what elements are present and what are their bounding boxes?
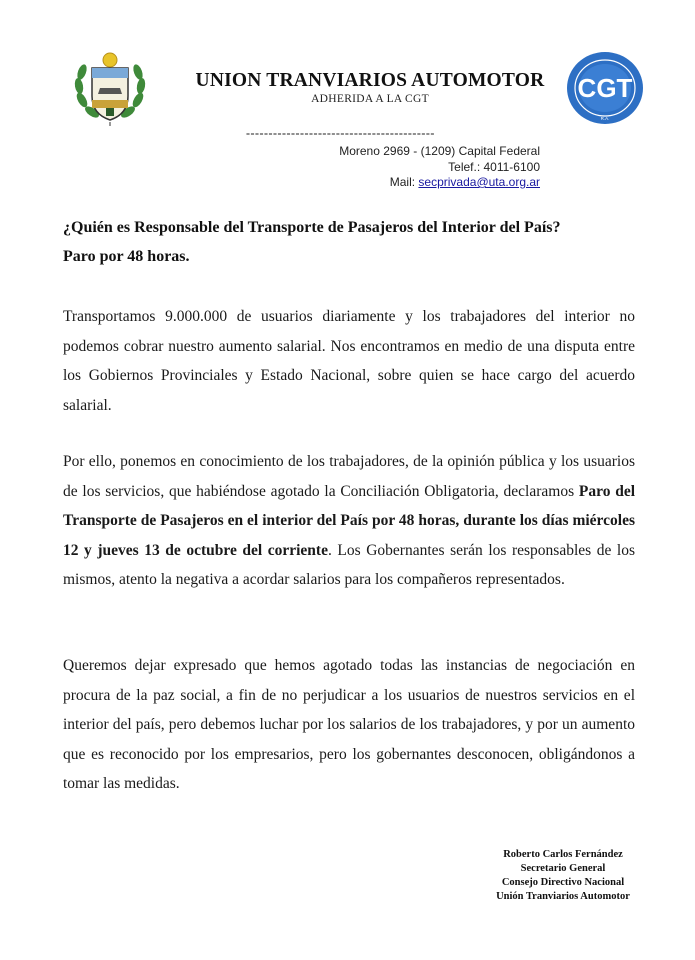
signature-title: Secretario General xyxy=(520,863,606,874)
cgt-logo-ra: R.A. xyxy=(600,116,610,121)
heading-strike: Paro por 48 horas. xyxy=(63,248,190,265)
paragraph-2-bold: Paro del Transporte de Pasajeros en el interior del País por 48 horas, durante los días miércoles 12 y jueves 13 de octubre del corriente xyxy=(63,482,636,559)
paragraph-2-end: . Los Gobernantes serán los responsables de los mismos, atento la negativa a acordar salarios para los compañeros representados. xyxy=(63,541,635,588)
address-line: Moreno 2969 - (1209) Capital Federal xyxy=(339,144,540,158)
paragraph-1: Transportamos 9.000.000 de usuarios diariamente y los trabajadores del interior no podemos cobrar nuestro aumento salarial. Nos encontramos en medio de una disputa entre los Gobiernos Provinciales y Estado Nacional, sobre quien se hace cargo del acuerdo salarial. xyxy=(63,308,635,414)
cgt-logo-text: CGT xyxy=(577,73,633,103)
divider-dashes: ------------------------------------------ xyxy=(246,126,435,140)
paragraph-3: Queremos dejar expresado que hemos agotado todas las instancias de negociación en procura de la paz social, a fin de no perjudicar a los usuarios de nuestros servicios en el interior del país, pero debemos luchar por los salarios de los trabajadores, y por un aumento que es reconocido por los empresarios, pero los gobernantes desconocen, obligándonos a tomar las medidas. xyxy=(63,657,635,792)
mail-line xyxy=(200,175,540,189)
signature-council: Consejo Directivo Nacional xyxy=(501,877,625,888)
heading-question: ¿Quién es Responsable del Transporte de Pasajeros del Interior del País? xyxy=(63,219,561,236)
mail-label: Mail: xyxy=(389,175,416,189)
phone-line: Telef.: 4011-6100 xyxy=(448,160,540,174)
paragraph-2 xyxy=(63,447,635,595)
signature-name: Roberto Carlos Fernández xyxy=(503,849,623,860)
mail-link[interactable]: secprivada@uta.org.ar xyxy=(418,175,540,189)
org-affiliation: ADHERIDA A LA CGT xyxy=(311,93,429,105)
signature-org: Unión Tranviarios Automotor xyxy=(496,891,630,902)
paragraph-2-start: Por ello, ponemos en conocimiento de los trabajadores, de la opinión pública y los usuarios de los servicios, que habiéndose agotado la Conciliación Obligatoria, declaramos xyxy=(63,453,635,500)
org-name: UNION TRANVIARIOS AUTOMOTOR xyxy=(195,70,545,91)
